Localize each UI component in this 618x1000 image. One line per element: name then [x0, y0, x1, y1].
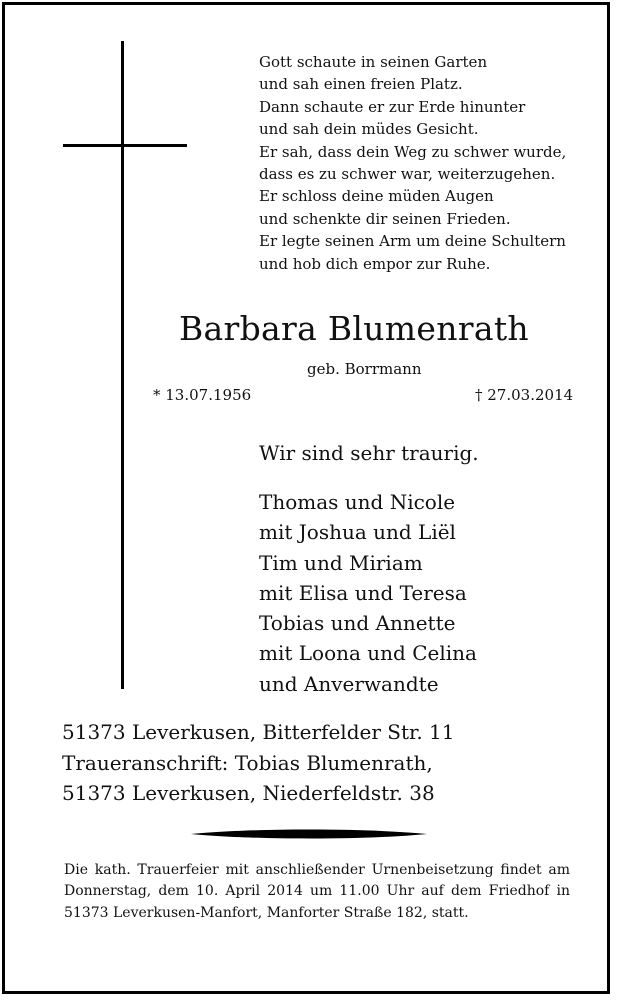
ceremony-notice: Die kath. Trauerfeier mit anschließender Urnenbeisetzung findet am Donnerstag, dem 10. April 2014 um 11.00 Uhr auf dem Friedhof in 51373 Leverkusen-Manfort, Manforter Straße 182, statt. [64, 862, 570, 921]
family-line: und Anverwandte [259, 671, 439, 696]
poem-line: und schenkte dir seinen Frieden. [259, 209, 511, 228]
cross-icon [121, 41, 124, 689]
poem-line: und sah dein müdes Gesicht. [259, 120, 479, 139]
poem-line: Er sah, dass dein Weg zu schwer wurde, [259, 142, 567, 161]
maiden-name: geb. Borrmann [307, 360, 422, 378]
poem-line: und sah einen freien Platz. [259, 75, 463, 94]
mourning-statement: Wir sind sehr traurig. [259, 441, 479, 465]
poem-line: und hob dich empor zur Ruhe. [259, 254, 491, 273]
family-line: Thomas und Nicole [259, 490, 456, 514]
poem-line: Er legte seinen Arm um deine Schultern [259, 232, 566, 251]
cross-crossbar [63, 144, 187, 147]
address-block [62, 717, 455, 809]
poem-line: Gott schaute in seinen Garten [259, 53, 488, 71]
poem-line: Er schloss deine müden Augen [259, 187, 494, 206]
obituary-frame [2, 2, 610, 994]
family-line: Tim und Miriam [259, 550, 423, 575]
death-date: † 27.03.2014 [475, 386, 574, 404]
poem-line: dass es zu schwer war, weiterzugehen. [259, 165, 556, 184]
address-line: 51373 Leverkusen, Bitterfelder Str. 11 [62, 720, 455, 744]
family-line: Tobias und Annette [259, 611, 456, 636]
family-list [259, 487, 477, 699]
address-line: Traueranschrift: Tobias Blumenrath, [62, 750, 433, 775]
family-line: mit Loona und Celina [259, 641, 477, 666]
divider-line [191, 828, 427, 840]
poem-line: Dann schaute er zur Erde hinunter [259, 97, 526, 116]
family-line: mit Joshua und Liël [259, 520, 456, 545]
birth-date: * 13.07.1956 [153, 386, 252, 404]
family-line: mit Elisa und Teresa [259, 580, 467, 605]
deceased-name: Barbara Blumenrath [179, 309, 529, 348]
address-line: 51373 Leverkusen, Niederfeldstr. 38 [62, 781, 435, 806]
poem [259, 51, 566, 275]
